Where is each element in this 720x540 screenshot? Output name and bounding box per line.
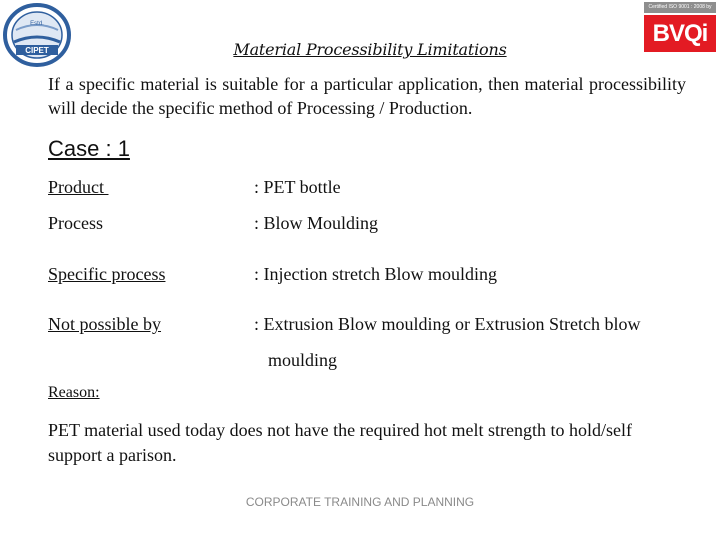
intro-paragraph: If a specific material is suitable for a particular application, then material processibility will decide the specific method of Processing / Production. [48,74,686,118]
label-not-possible-by: Not possible by [48,314,162,334]
svg-text:Estd.: Estd. [30,21,44,27]
label-product: Product [48,177,109,197]
case-heading: Case : 1 [48,136,130,161]
value-process: : Blow Moulding [254,213,379,233]
bvqi-cert-text: Certified ISO 9001 : 2008 by [644,2,716,13]
value-specific-process: : Injection stretch Blow moulding [254,264,497,284]
reason-heading: Reason: [48,384,100,401]
bvqi-brand-text: BVQi [652,20,708,47]
reason-text: PET material used today does not have the required hot melt strength to hold/self support a parison. [48,420,633,465]
value-not-possible-by: : Extrusion Blow moulding or Extrusion Stretch blow [254,314,641,334]
label-process: Process [48,213,103,233]
svg-text:CIPET: CIPET [25,46,49,55]
slide-title: Material Processibility Limitations [233,40,507,59]
value-not-possible-by-continued: moulding [268,350,338,370]
value-product: : PET bottle [254,177,341,197]
label-specific-process: Specific process [48,264,166,284]
footer-text: CORPORATE TRAINING AND PLANNING [245,495,475,509]
